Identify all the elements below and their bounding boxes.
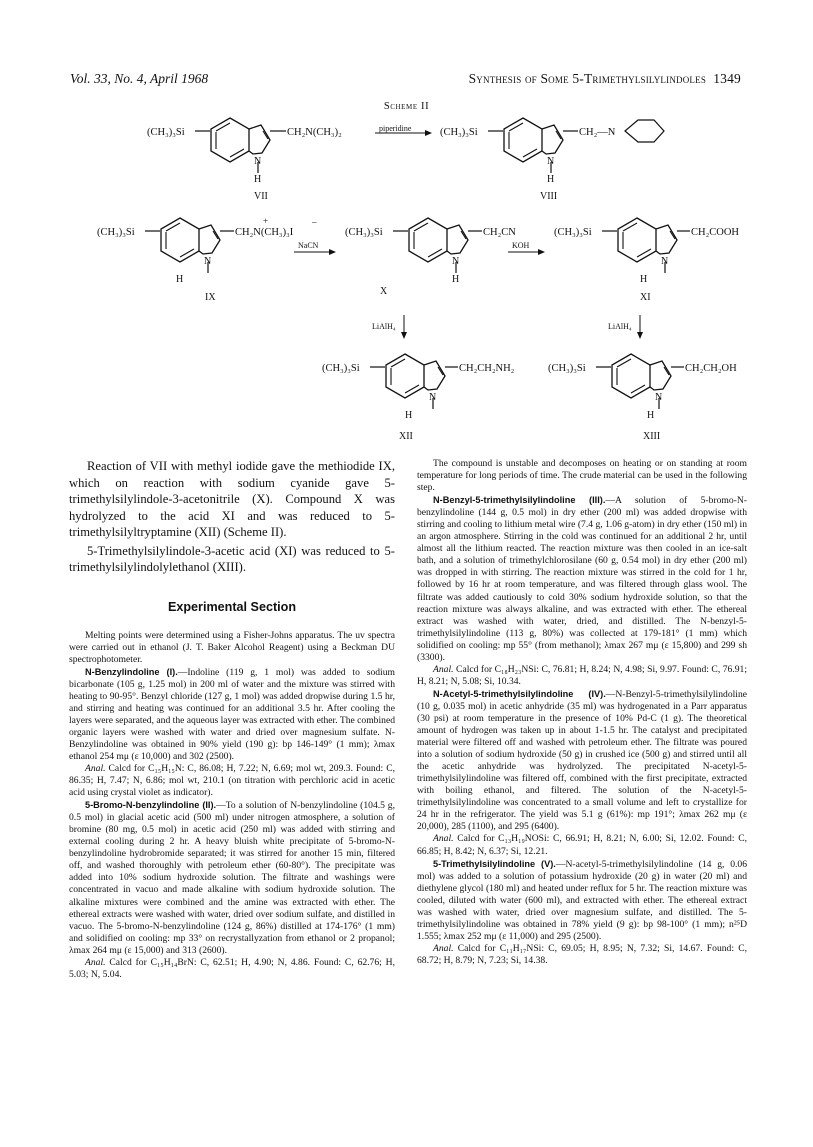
analysis-text: Calcd for C₁₁H₁₇NSi: C, 69.05; H, 8.95; N, 7.32; Si, 14.67. Found: C, 68.72; H, 8.79; N, 7.23; Si, 14.38. [417, 942, 747, 966]
stability-note: The compound is unstable and decomposes on heating or on standing at room temperature for long periods of time. The crude material can be used in the following step. [417, 458, 747, 494]
intro-paragraph-1: Reaction of VII with methyl iodide gave the methiodide IX, which on reaction with sodium cyanide gave 5-trimethylsilylindole-3-acetonitrile (X). Compound X was hydrolyzed to the acid XI and was reduced to 5-trimethylsilyltryptamine (XII) (Scheme II). [69, 459, 395, 539]
label-ix: IX [205, 292, 216, 303]
anal-label: Anal. [433, 663, 454, 675]
compound-xiii [548, 354, 737, 442]
procedure-text: —A solution of 5-bromo-N-benzylindoline (144 g, 0.5 mol) in dry ether (200 ml) was added dropwise with stirring and cooling to lithium metal wire (7.4 g, 1.06 g-atom) in dry ether (150 ml) in an argon atmosphere. Stirring in the cold was continued for an additional 2 hr, until almost all the lithium reacted. The reaction mixture was then cooled in an ice-salt bath, and a solution of trimethylchlorosilane (60 g, 0.54 mol) in dry ether (200 ml) was dropped in with stirring. The reaction mixture was stirred in the cold for 1 hr, followed by 16 hr at room temperature, and was filtered through glass wool. The filtrate was added cautiously to cold 30% sodium hydroxide solution, so that the reaction mixture was always alkaline, and was extracted with ether. The ethereal extract was washed with water, dried, and distilled. The N-benzyl-5-trimethylsilylindoline (113 g, 80%) was collected at 179-181° (1 mm) which solidified on cooling: mp 55° (from methanol); λmax 267 mμ (ε 15,800) and 299 sh (3300). [417, 495, 747, 663]
charge-minus: – [312, 217, 317, 227]
scheme-ii-diagram [0, 110, 813, 450]
compound-heading: 5-Trimethylsilylindoline (V). [433, 858, 556, 869]
anal-label: Anal. [85, 763, 106, 775]
reagent-lialh4-left: LiAlH₄ [372, 322, 396, 331]
indole-n: N [204, 256, 212, 267]
indole-n: N [655, 392, 663, 403]
indole-h: H [254, 174, 262, 185]
page-number: 1349 [713, 71, 741, 86]
indole-h: H [647, 410, 655, 421]
procedure-text: —To a solution of N-benzylindoline (104.5 g, 0.5 mol) in glacial acetic acid (500 ml) under nitrogen atmosphere, a solution of bromine (80 mg, 0.5 mol) in acetic acid (250 ml) was added with stirring and external cooling during 2 hr. A heavy bluish white precipitate of 5-bromo-N-benzylindoline hydrobromide separated; it was stirred for another 15 min, filtered off, and washed thoroughly with petroleum ether (60-80°). The precipitate was added into 10% sodium hydroxide solution. The filtrate and washings were concentrated in vacuo and made alkaline with sodium hydroxide solution. The alkaline mixtures were combined and the amine was extracted with ether. The ethereal extracts were washed with water, dried over sodium sulfate, and distilled in vacuo. The 5-bromo-N-benzylindoline (124 g, 86%) distilled at 174-176° (1 mm) and solidified on cooling: mp 33° on recrystallyzation from ethanol or 2 propanol; λmax 264 mμ (ε 15,000) and 313 (2600). [69, 800, 395, 956]
analysis-text: Calcd for C₁₅H₁₅N: C, 86.08; H, 7.22; N, 6.69; mol wt, 209.3. Found: C, 86.35; H, 7.47; N, 6.86; mol wt, 210.1 (on titration with perchloric acid in acetic acid using crystal violet as indicator). [69, 763, 395, 799]
substituent-viii: CH₂—N [579, 127, 616, 138]
compound-heading: N-Benzyl-5-trimethylsilylindoline (III). [433, 495, 606, 506]
tms-group: (CH₃)₃Si [97, 227, 135, 238]
compound-heading: 5-Bromo-N-benzylindoline (II). [85, 800, 217, 811]
indole-h: H [176, 274, 184, 285]
journal-issue: Vol. 33, No. 4, April 1968 [70, 71, 209, 86]
indole-h: H [547, 174, 555, 185]
charge-plus: + [263, 216, 269, 226]
label-x: X [380, 286, 388, 297]
compound-viii [440, 118, 664, 202]
procedure-text: —N-acetyl-5-trimethylsilylindoline (14 g, 0.06 mol) was added to a solution of potassium hydroxide (20 g) in water (20 ml) and diethylene glycol (180 ml) and heated under reflux for 5 hr. The reaction mixture was cooled, diluted with water (600 ml), and extracted with ether. The ethereal extract was washed with water, dried over magnesium sulfate, and distilled. The 5-trimethylsilylindoline was obtained in 78% yield (9 g): bp 98-100° (1 mm); n²⁵D 1.555; λmax 252 mμ (ε 11,000) and 295 (2500). [417, 858, 747, 942]
tms-group: (CH₃)₃Si [322, 363, 360, 374]
anal-label: Anal. [433, 833, 454, 845]
analysis-iv [417, 833, 747, 857]
procedure-tms-indoline [417, 858, 747, 943]
tms-group: (CH₃)₃Si [345, 227, 383, 238]
running-header [469, 71, 741, 87]
piperidine-ring [625, 120, 664, 142]
reagent-lialh4-right: LiAlH₄ [608, 322, 632, 331]
indole-n: N [429, 392, 437, 403]
procedure-benzylindoline [69, 666, 395, 763]
procedure-acetyl-tms-indoline [417, 688, 747, 834]
compound-ix [97, 216, 317, 303]
left-column [69, 458, 395, 981]
label-vii: VII [254, 191, 268, 202]
analysis-i [69, 763, 395, 799]
methods-paragraph: Melting points were determined using a Fisher-Johns apparatus. The uv spectra were carried out in ethanol (J. T. Baker Alcohol Reagent) using a Beckman DU spectrophotometer. [69, 629, 395, 665]
tms-group: (CH₃)₃Si [440, 127, 478, 138]
indole-h: H [452, 274, 460, 285]
analysis-text: Calcd for C₁₅H₁₄BrN: C, 62.51; H, 4.90; N, 4.86. Found: C, 62.76; H, 5.03; N, 5.04. [69, 956, 395, 980]
scheme-title: Scheme II [383, 101, 430, 112]
right-column [417, 458, 747, 967]
substituent-ix: CH₂N(CH₃)₃I [235, 227, 294, 238]
procedure-text: —N-Benzyl-5-trimethylsilylindoline (10 g, 0.035 mol) in acetic anhydride (35 ml) was hydrogenated in a Parr apparatus (30 psi) at room temperature in the presence of 10% Pd-C (1 g). The theoretical amount of hydrogen was taken up in about 1-1.5 hr. The catalyst and precipitated material were filtered off and washed with petroleum ether. The filtrate was poured into a solution of sodium hydroxide (50 g) in crushed ice (500 g) and stirred until all the acetic anhydride was hydrolyzed. The precipitated N-acetyl-5-trimethylsilylindoline was filtered off, combined with the first precipitate, extracted with boiling ethanol, and filtered. The solution of the N-acetyl-5-trimethylsilylindoline was concentrated to a small volume and left to crystallize for 24 hr in the refrigerator. The yield was 5.1 g (61%): mp 191°; λmax 262 mμ (ε 20,000), 285 (1100), and 295 (6400). [417, 688, 747, 833]
compound-heading: N-Acetyl-5-trimethylsilylindoline (IV). [433, 688, 606, 699]
label-xii: XII [399, 431, 413, 442]
running-title: Synthesis of Some 5-Trimethylsilylindoles [468, 71, 707, 86]
compound-heading: N-Benzylindoline (I). [85, 666, 178, 677]
indole-n: N [254, 156, 262, 167]
intro-paragraph-2: 5-Trimethylsilylindole-3-acetic acid (XI) was reduced to 5-trimethylsilylindolylethanol (XIII). [69, 543, 395, 574]
indole-n: N [661, 256, 669, 267]
tms-group: (CH₃)₃Si [548, 363, 586, 374]
anal-label: Anal. [85, 956, 106, 968]
reagent-koh: KOH [512, 241, 530, 250]
section-heading: Experimental Section [167, 599, 297, 614]
label-xi: XI [640, 292, 651, 303]
label-xiii: XIII [643, 431, 661, 442]
indole-n: N [547, 156, 555, 167]
substituent-xi: CH₂COOH [691, 227, 739, 238]
compound-xi [554, 218, 739, 303]
compound-vii [147, 118, 342, 202]
analysis-text: Calcd for C₁₃H₁₉NOSi: C, 66.91; H, 8.21; N, 6.00; Si, 12.02. Found: C, 66.85; H, 8.42; N, 6.37; Si, 12.21. [417, 833, 747, 857]
procedure-benzyl-tms-indoline [417, 494, 747, 664]
anal-label: Anal. [433, 942, 454, 954]
analysis-v [417, 943, 747, 967]
indole-n: N [452, 256, 460, 267]
reagent-piperidine: piperidine [379, 124, 412, 133]
analysis-ii [69, 957, 395, 981]
compound-x [345, 218, 516, 297]
analysis-text: Calcd for C₁₈H₂₃NSi: C, 76.81; H, 8.24; N, 4.98; Si, 9.97. Found: C, 76.91; H, 8.21; N, 5.08; Si, 10.34. [417, 663, 747, 687]
indole-h: H [405, 410, 413, 421]
indole-h: H [640, 274, 648, 285]
tms-group: (CH₃)₃Si [554, 227, 592, 238]
substituent-vii: CH₂N(CH₃)₂ [287, 127, 342, 138]
procedure-bromo-benzylindoline [69, 799, 395, 957]
substituent-x: CH₂CN [483, 227, 516, 238]
tms-group: (CH₃)₃Si [147, 127, 185, 138]
procedure-text: —Indoline (119 g, 1 mol) was added to sodium bicarbonate (105 g, 1.25 mol) in 200 ml of water and the mixture was stirred with heating to 90-95°. Benzyl chloride (127 g, 1 mol) was added dropwise during 1.5 hr, and stirring and heating was continued for an additional 3.5 hr. After cooling the layers were separated, and the aqueous layer was extracted with ether. The combined organic layers were washed with water and dried over magnesium sulfate. N-Benzylindoline was obtained in 90% yield (190 g): bp 146-149° (1 mm); λmax ethanol 254 mμ (ε 10,000) and 302 (2500). [69, 666, 395, 762]
substituent-xiii: CH₂CH₂OH [685, 363, 737, 374]
label-viii: VIII [540, 191, 558, 202]
compound-xii [322, 354, 515, 442]
reagent-nacn: NaCN [298, 241, 319, 250]
substituent-xii: CH₂CH₂NH₂ [459, 363, 515, 374]
analysis-iii [417, 664, 747, 688]
